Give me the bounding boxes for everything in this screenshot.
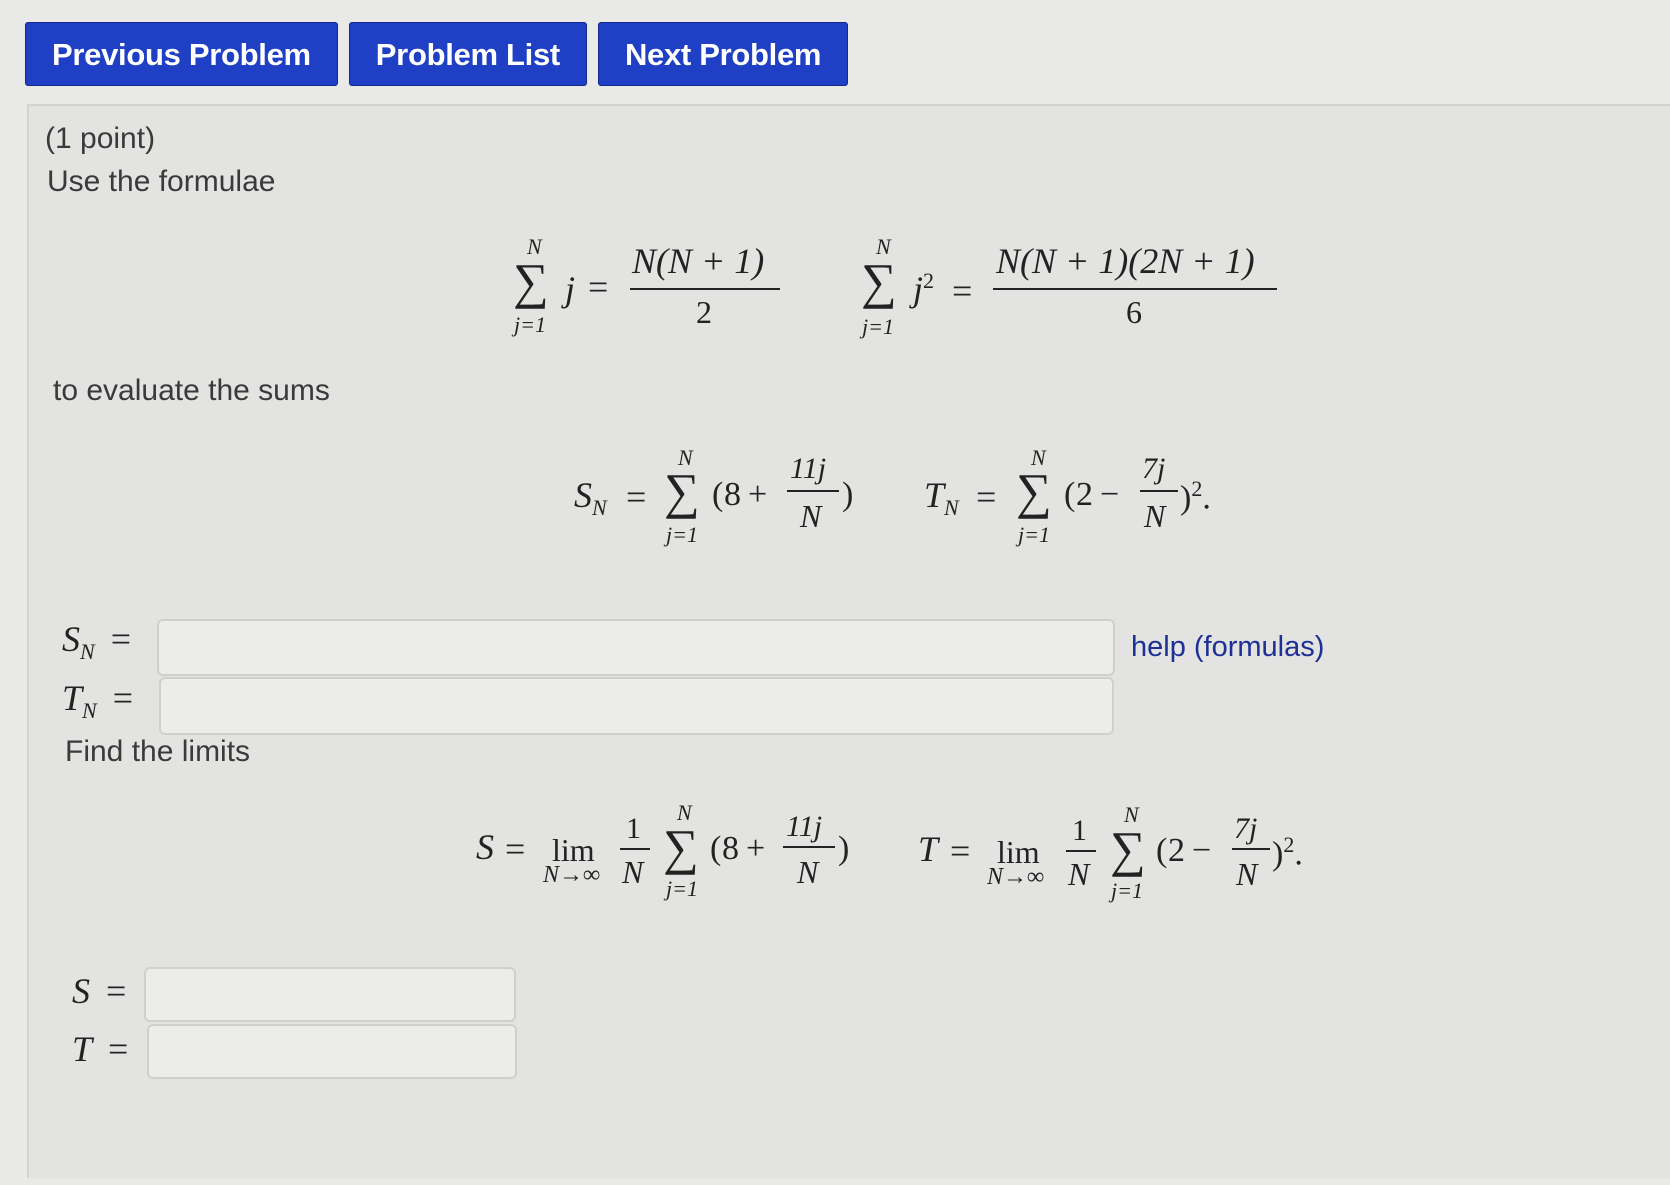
s-n-answer-label: $S_N$ = — [62, 619, 131, 665]
t-constant: 2 — [1168, 832, 1185, 869]
fraction-bar — [1140, 490, 1178, 492]
fraction-bar — [783, 846, 835, 848]
sum-lower: j=1 — [666, 876, 698, 901]
equals-sign: = — [976, 477, 997, 517]
lim-operator: lim — [997, 834, 1040, 870]
sigma-symbol: ∑ — [861, 253, 897, 309]
fraction-denominator: N — [800, 498, 822, 534]
problem-points: (1 point) — [45, 122, 156, 155]
t-symbol: T — [918, 829, 939, 869]
sum-upper: N — [876, 234, 891, 259]
s-coefficient: 11j — [786, 810, 823, 843]
t-n-answer-label: $T_N$ = — [62, 678, 134, 724]
fraction-bar — [630, 288, 780, 290]
sum-lower: j=1 — [1018, 522, 1050, 547]
lim-operator: lim — [552, 832, 595, 868]
s-n-answer-input[interactable] — [157, 619, 1115, 676]
fraction-bar — [1066, 850, 1096, 852]
equals-sign: = — [588, 267, 609, 307]
fraction-bar — [993, 288, 1277, 290]
fraction-denominator: 6 — [1126, 294, 1142, 330]
sigma-symbol: ∑ — [664, 463, 700, 519]
sum-term: j — [565, 269, 576, 309]
sigma-symbol: ∑ — [1110, 821, 1146, 877]
s-answer-label: S = — [72, 971, 127, 1011]
sum-term: $j^2$ — [913, 268, 935, 309]
evaluate-text: to evaluate the sums — [53, 374, 330, 407]
sum-upper: N — [1031, 445, 1046, 470]
intro-text: Use the formulae — [47, 165, 276, 198]
sum-upper: N — [527, 234, 542, 259]
equals-sign: = — [626, 477, 647, 517]
problem-navigation — [25, 22, 848, 86]
problem-list-button[interactable]: Problem List — [349, 22, 587, 86]
s-n-symbol: $S_N$ — [574, 475, 607, 521]
sum-lower: j=1 — [1111, 878, 1143, 903]
t-coefficient: 7j — [1142, 452, 1166, 485]
fraction-denominator: 2 — [696, 294, 712, 330]
fraction-numerator: N(N + 1) — [632, 241, 765, 281]
fraction-denominator: N — [1144, 498, 1166, 534]
equals-sign: = — [952, 271, 973, 311]
s-limit-answer-input[interactable] — [144, 967, 516, 1022]
t-constant: 2 — [1076, 476, 1093, 513]
sum-lower: j=1 — [666, 522, 698, 547]
next-problem-button[interactable]: Next Problem — [598, 22, 848, 86]
sum-lower: j=1 — [514, 312, 546, 337]
s-coefficient: 11j — [790, 452, 827, 485]
fraction-bar — [1232, 848, 1270, 850]
fraction-numerator: N(N + 1)(2N + 1) — [996, 241, 1255, 281]
t-coefficient: 7j — [1234, 812, 1258, 845]
t-limit-answer-input[interactable] — [147, 1024, 517, 1079]
fraction-bar — [787, 490, 839, 492]
t-answer-label: T = — [72, 1029, 129, 1069]
sum-upper: N — [678, 445, 693, 470]
s-constant: 8 — [722, 830, 739, 867]
fraction-bar — [620, 848, 650, 850]
sigma-symbol: ∑ — [663, 819, 699, 875]
sum-upper: N — [677, 800, 692, 825]
sigma-symbol: ∑ — [513, 253, 549, 309]
s-symbol: S — [476, 827, 494, 867]
sum-lower: j=1 — [862, 314, 894, 339]
equals-sign: = — [950, 831, 971, 871]
help-formulas-link[interactable]: help (formulas) — [1131, 631, 1325, 663]
find-limits-text: Find the limits — [65, 735, 251, 768]
lim-subscript: N→∞ — [543, 862, 601, 888]
t-n-symbol: $T_N$ — [924, 475, 959, 521]
t-n-answer-input[interactable] — [159, 677, 1114, 735]
sum-upper: N — [1124, 802, 1139, 827]
s-constant: 8 — [724, 476, 741, 513]
lim-subscript: N→∞ — [987, 864, 1045, 890]
previous-problem-button[interactable]: Previous Problem — [25, 22, 338, 86]
sigma-symbol: ∑ — [1016, 463, 1052, 519]
equals-sign: = — [505, 829, 526, 869]
